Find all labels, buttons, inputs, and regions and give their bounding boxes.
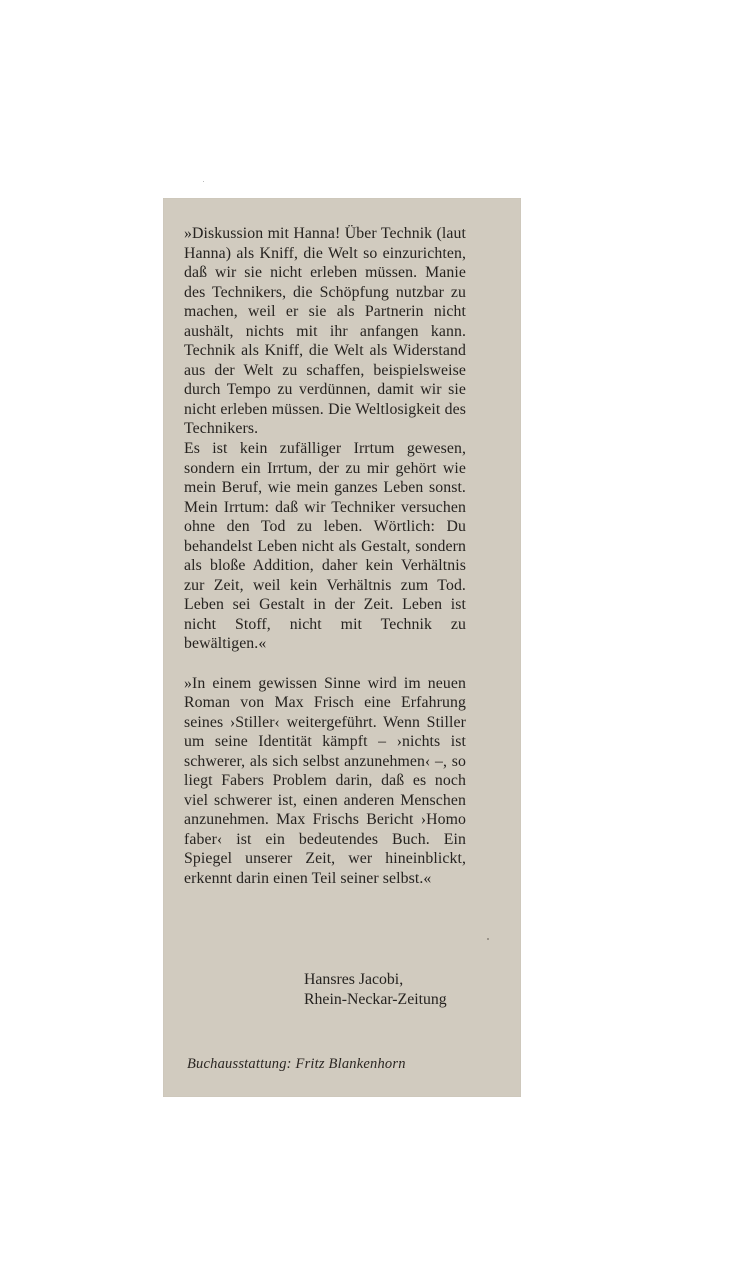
- quote-paragraph-2: Es ist kein zufälliger Irrtum gewesen, sondern ein Irrtum, der zu mir gehört wie mein Beruf, wie mein ganzes Leben sonst. Mein Irrtum: daß wir Techniker versuchen ohne den Tod zu leben. Wörtlich: Du behandelst Leben nicht als Gestalt, sondern als bloße Addition, daher kein Verhältnis zur Zeit, weil kein Verhältnis zum Tod. Leben sei Gestalt in der Zeit. Leben ist nicht Stoff, nicht mit Technik zu bewältigen.«: [184, 440, 466, 653]
- paragraph-spacer: [184, 654, 466, 674]
- design-credit: Buchausstattung: Fritz Blankenhorn: [187, 1056, 406, 1072]
- review-attribution: [304, 970, 447, 1010]
- stray-dot: [487, 938, 489, 940]
- review-paragraph: »In einem gewissen Sinne wird im neuen Roman von Max Frisch eine Erfahrung seines ›Stiller‹ weitergeführt. Wenn Stiller um seine Identität kämpft – ›nichts ist schwerer, als sich selbst anzunehmen‹ –, so liegt Fabers Problem darin, daß es noch viel schwerer ist, einen anderen Menschen anzunehmen. Max Frischs Bericht ›Homo faber‹ ist ein bedeutendes Buch. Ein Spiegel unserer Zeit, wer hineinblickt, erkennt darin einen Teil seiner selbst.«: [184, 674, 466, 887]
- flap-text: [184, 224, 466, 889]
- quote-paragraph-1: »Diskussion mit Hanna! Über Technik (laut Hanna) als Kniff, die Welt so einzurichten, daß wir sie nicht erleben müssen. Manie des Technikers, die Schöpfung nutzbar zu machen, weil er sie als Partnerin nicht aushält, nichts mit ihr anfangen kann. Technik als Kniff, die Welt als Widerstand aus der Welt zu schaffen, beispielsweise durch Tempo zu verdünnen, damit wir sie nicht erleben müssen. Die Weltlosigkeit des Technikers.: [184, 225, 466, 438]
- reviewer-source: Rhein-Neckar-Zeitung: [304, 991, 447, 1008]
- reviewer-name: Hansres Jacobi,: [304, 971, 404, 988]
- scan-speck: [203, 181, 204, 182]
